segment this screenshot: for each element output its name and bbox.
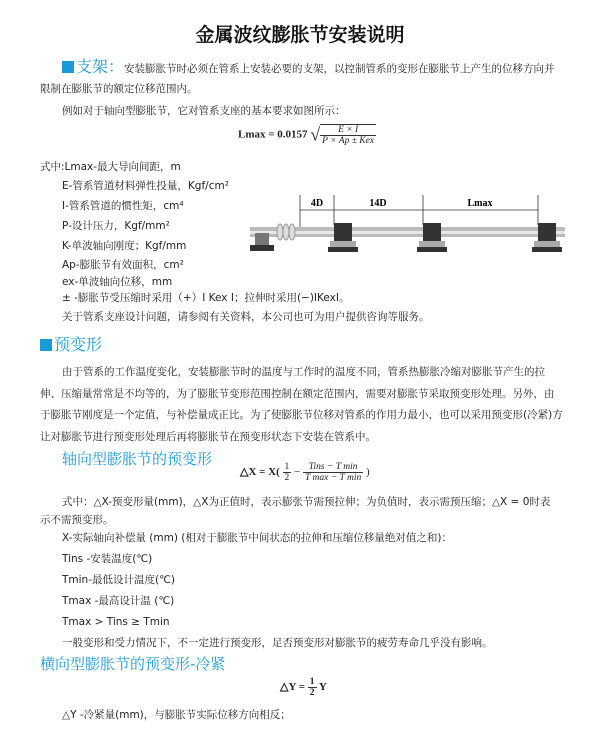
predeform-para-2: 伸、压缩量常常是不均等的，为了膨胀节变形范围控制在额定范围内，需要对膨胀节采取预变形处理。另外，由	[40, 388, 555, 400]
def-k: K-单波轴向刚度；Kgf/mm	[62, 240, 187, 252]
support-heading	[62, 57, 124, 76]
temp-num: Tins − T min	[303, 462, 363, 473]
square-bullet-icon	[40, 339, 52, 351]
minus-sign: −	[294, 466, 301, 479]
formula-denominator: P × Ap ± Kex	[322, 136, 375, 146]
def-tmin: Tmin-最低设计温度(℃)	[62, 574, 175, 586]
label-4d: 4D	[310, 198, 324, 209]
def-tins: Tins -安装温度(℃)	[62, 553, 153, 565]
axial-formula	[240, 462, 370, 483]
predeform-heading	[40, 336, 102, 354]
def-sign: ± -膨胀节受压缩时采用（+）I Kex I；拉伸时采用(−)IKexI。	[62, 292, 350, 304]
def-e: E-管系管道材料弹性投量，Kgf/cm²	[62, 180, 229, 192]
close-paren: )	[365, 466, 370, 479]
temp-relation: Tmax > Tins ≥ Tmin	[62, 616, 170, 628]
label-lmax: Lmax	[467, 198, 493, 209]
support-heading-text: 支架：	[76, 57, 125, 76]
lmax-formula	[238, 124, 376, 146]
support-example: 例如对于轴向型膨胀节，它对管系支座的基本要求如图所示：	[62, 105, 346, 117]
axial-where-2: 示不需预变形。	[40, 514, 114, 526]
temp-fraction	[303, 462, 363, 483]
lateral-heading: 横向型膨胀节的预变形-冷紧	[40, 655, 226, 673]
lateral-def: △Y -冷紧量(mm)，与膨胀节实际位移方向相反；	[62, 709, 291, 721]
def-x: X-实际轴向补偿量 (mm) (相对于膨胀节中间状态的拉伸和压缩位移量绝对值之和)：	[62, 532, 452, 544]
formula-fraction	[320, 124, 376, 146]
where-lmax: 式中:Lmax-最大导向间距，m	[40, 161, 181, 173]
lateral-num: 1	[309, 677, 315, 687]
lateral-rhs: Y	[318, 681, 327, 694]
half-num: 1	[284, 462, 290, 472]
lateral-formula	[280, 677, 327, 698]
def-tmax: Tmax -最高设计温 (℃)	[62, 595, 175, 607]
def-ap: Ap-膨胀节有效面积，cm²	[62, 259, 184, 271]
general-note: 一般变形和受力情况下，不一定进行预变形，足否预变形对膨胀节的疲劳寿命几乎没有影响。	[62, 637, 493, 649]
axial-formula-lhs: △X = X(	[240, 466, 280, 479]
support-intro-line	[62, 57, 555, 76]
support-note: 关于管系支座设计问题，请参阅有关资料，本公司也可为用户提供咨询等服务。	[62, 311, 430, 323]
lateral-fraction	[308, 677, 317, 698]
support-diagram	[245, 195, 570, 275]
pipe-highlight	[250, 231, 565, 234]
axial-heading: 轴向型膨胀节的预变形	[62, 450, 213, 468]
formula-lhs: Lmax = 0.0157	[238, 128, 308, 141]
page-title: 金属波纹膨胀节安装说明	[195, 24, 405, 46]
support-intro-2: 限制在膨胀节的额定位移范围内。	[40, 83, 198, 95]
def-ex: ex-单波轴向位移，mm	[62, 276, 173, 288]
predeform-para-1: 由于管系的工作温度变化，安装膨胀节时的温度与工作时的温度不同，管系热膨胀冷缩对膨胀节产生的拉	[62, 366, 545, 378]
predeform-para-3: 于膨胀节刚度是一个定值，与补偿量成正比。为了使膨胀节位移对管系的作用力最小，也可以采用预变形(冷紧)方	[40, 409, 563, 421]
formula-numerator: E × I	[320, 125, 376, 136]
def-p: P-设计压力，Kgf/mm²	[62, 220, 170, 232]
axial-where-1: 式中：△X-预变形量(mm)，△X为正值时，表示膨张节需预拉伸；为负值时，表示需预压缩；△X = 0时表	[62, 496, 551, 508]
lateral-lhs: △Y =	[280, 681, 306, 694]
half-fraction	[283, 462, 292, 483]
predeform-heading-text: 预变形	[54, 335, 103, 354]
support-intro-text: 安装膨胀节时必须在管系上安装必要的支架，以控制管系的变形在膨胀节上产生的位移方向并	[124, 63, 555, 75]
bellows	[277, 224, 295, 240]
lateral-den: 2	[309, 688, 315, 698]
square-bullet-icon	[62, 61, 74, 73]
half-den: 2	[284, 473, 290, 483]
def-i: I-管系管道的惯性矩，cm⁴	[62, 200, 184, 212]
temp-den: T max − T min	[305, 473, 362, 483]
predeform-para-4: 让对膨胀节进行预变形处理后再将膨胀节在预变形状态下安装在管系中。	[40, 431, 376, 443]
sqrt-icon: √	[310, 124, 321, 145]
label-14d: 14D	[369, 198, 387, 209]
